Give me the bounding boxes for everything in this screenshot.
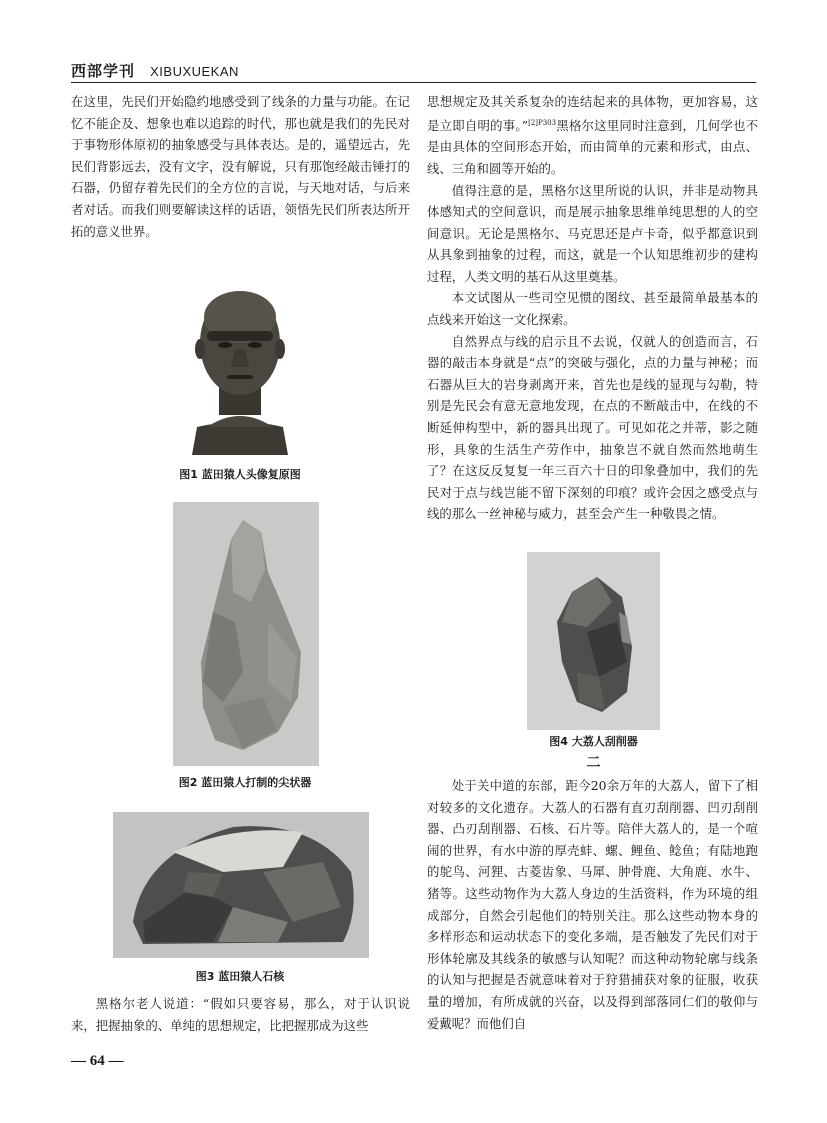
journal-title: 西部学刊 bbox=[71, 62, 136, 80]
stone-tool-photo-icon bbox=[173, 502, 319, 766]
scraper-photo-icon bbox=[527, 552, 660, 730]
paragraph: 处于关中道的东部，距今20余万年的大荔人，留下了相对较多的文化遗存。大荔人的石器有直刃刮削器、凹刃刮削器、凸刃刮削器、石核、石片等。陪伴大荔人的，是一个喧闹的世界，有水中游的厚壳蚌、螺、鲤鱼、鲶鱼；有陆地跑的鸵鸟、河狸、古菱齿象、马犀、肿骨鹿、大角鹿、水牛、猪等。这些动物作为大荔人身边的生活资料，作为环境的组成部分，自然会引起他们的特别关注。那么这些动物本身的多样形态和运动状态下的变化多端，是否触发了先民们对于形体轮廓及其线条的敏感与认知呢？而这种动物轮廓与线条的认知与把握是否就意味着对于狩猎捕获对象的征服，收获量的增加，有所成就的兴奋，以及得到部落同仁们的敬仰与爱戴呢？而他们自 bbox=[427, 778, 758, 1031]
figure-4-image bbox=[527, 552, 660, 730]
figure-2-image bbox=[173, 502, 319, 766]
paragraph: 在这里，先民们开始隐约地感受到了线条的力量与功能。在记忆不能企及、想象也难以追踪的时代，那也就是我们的先民对于事物形体原初的抽象感受与具体表达。是的，遥望远古，先民们背影远去，没有文字，没有解说，只有那饱经敲击锤打的石器，仍留存着先民们的全方位的言说，与天地对话，与后来者对话。而我们则要解读这样的话语，领悟先民们所表达所开拓的意义世界。 bbox=[71, 94, 410, 239]
figure-1-image bbox=[167, 277, 313, 455]
paragraph: 值得注意的是，黑格尔这里所说的认识，并非是动物具体感知式的空间意识，而是展示抽象思维单纯思想的人的空间意识。无论是黑格尔、马克思还是卢卡奇，似乎都意识到从具象到抽象的过程，而这，就是一个认知思维初步的建构过程，人类文明的基石从这里奠基。 bbox=[427, 182, 758, 284]
section-number: 二 bbox=[586, 755, 601, 771]
paragraph-text: 黑格尔这里同时注意到，几何学也不是由具体的空间形态开始，而由简单的元素和形式，由点、线、三角和圆等开始的。 bbox=[427, 117, 758, 176]
left-column-bottom bbox=[71, 993, 410, 1036]
paragraph-text: 思想规定及其关系复杂的连结起来的具体物，更加容易，这是立即自明的事。” bbox=[427, 94, 758, 133]
stone-core-photo-icon bbox=[113, 812, 369, 958]
paragraph-continuation bbox=[427, 91, 758, 180]
left-column-top bbox=[71, 91, 410, 242]
bust-photo-icon bbox=[167, 277, 313, 455]
right-column-top bbox=[427, 91, 758, 525]
figure-3-caption: 图3 蓝田猿人石核 bbox=[195, 970, 285, 983]
citation-mark: [2]P303 bbox=[528, 118, 557, 127]
figure-1-caption: 图1 蓝田猿人头像复原图 bbox=[179, 468, 301, 481]
journal-subtitle: XIBUXUEKAN bbox=[150, 64, 239, 79]
paragraph: 自然界点与线的启示且不去说，仅就人的创造而言，石器的敲击本身就是“点”的突破与强化，点的力量与神秘；而石器从巨大的岩身剥离开来，首先也是线的显现与勾勒，特别是先民会有意无意地发现，在点的不断敲击中，在线的不断延伸构型中，新的器具出现了。可见如花之并蒂，影之随形，具象的生活生产劳作中，抽象岂不就自然而然地萌生了？在这反反复复一年三百六十日的印象叠加中，我们的先民对于点与线岂能不留下深刻的印痕？或许会因之感受点与线的那么一丝神秘与威力，甚至会产生一种敬畏之情。 bbox=[427, 333, 758, 522]
paragraph: 本文试图从一些司空见惯的图纹、甚至最简单最基本的点线来开始这一文化探索。 bbox=[427, 290, 758, 328]
right-column-bottom bbox=[427, 775, 758, 1034]
figure-3-image bbox=[113, 812, 369, 958]
header-divider bbox=[71, 82, 756, 83]
paragraph: 黑格尔老人说道：“假如只要容易，那么，对于认识说来，把握抽象的、单纯的思想规定，比把握那成为这些 bbox=[71, 996, 410, 1033]
page-number: — 64 — bbox=[71, 1053, 124, 1069]
figure-2-caption: 图2 蓝田猿人打制的尖状器 bbox=[178, 776, 312, 789]
figure-4-caption: 图4 大荔人刮削器 bbox=[549, 735, 638, 748]
journal-header bbox=[71, 60, 411, 82]
